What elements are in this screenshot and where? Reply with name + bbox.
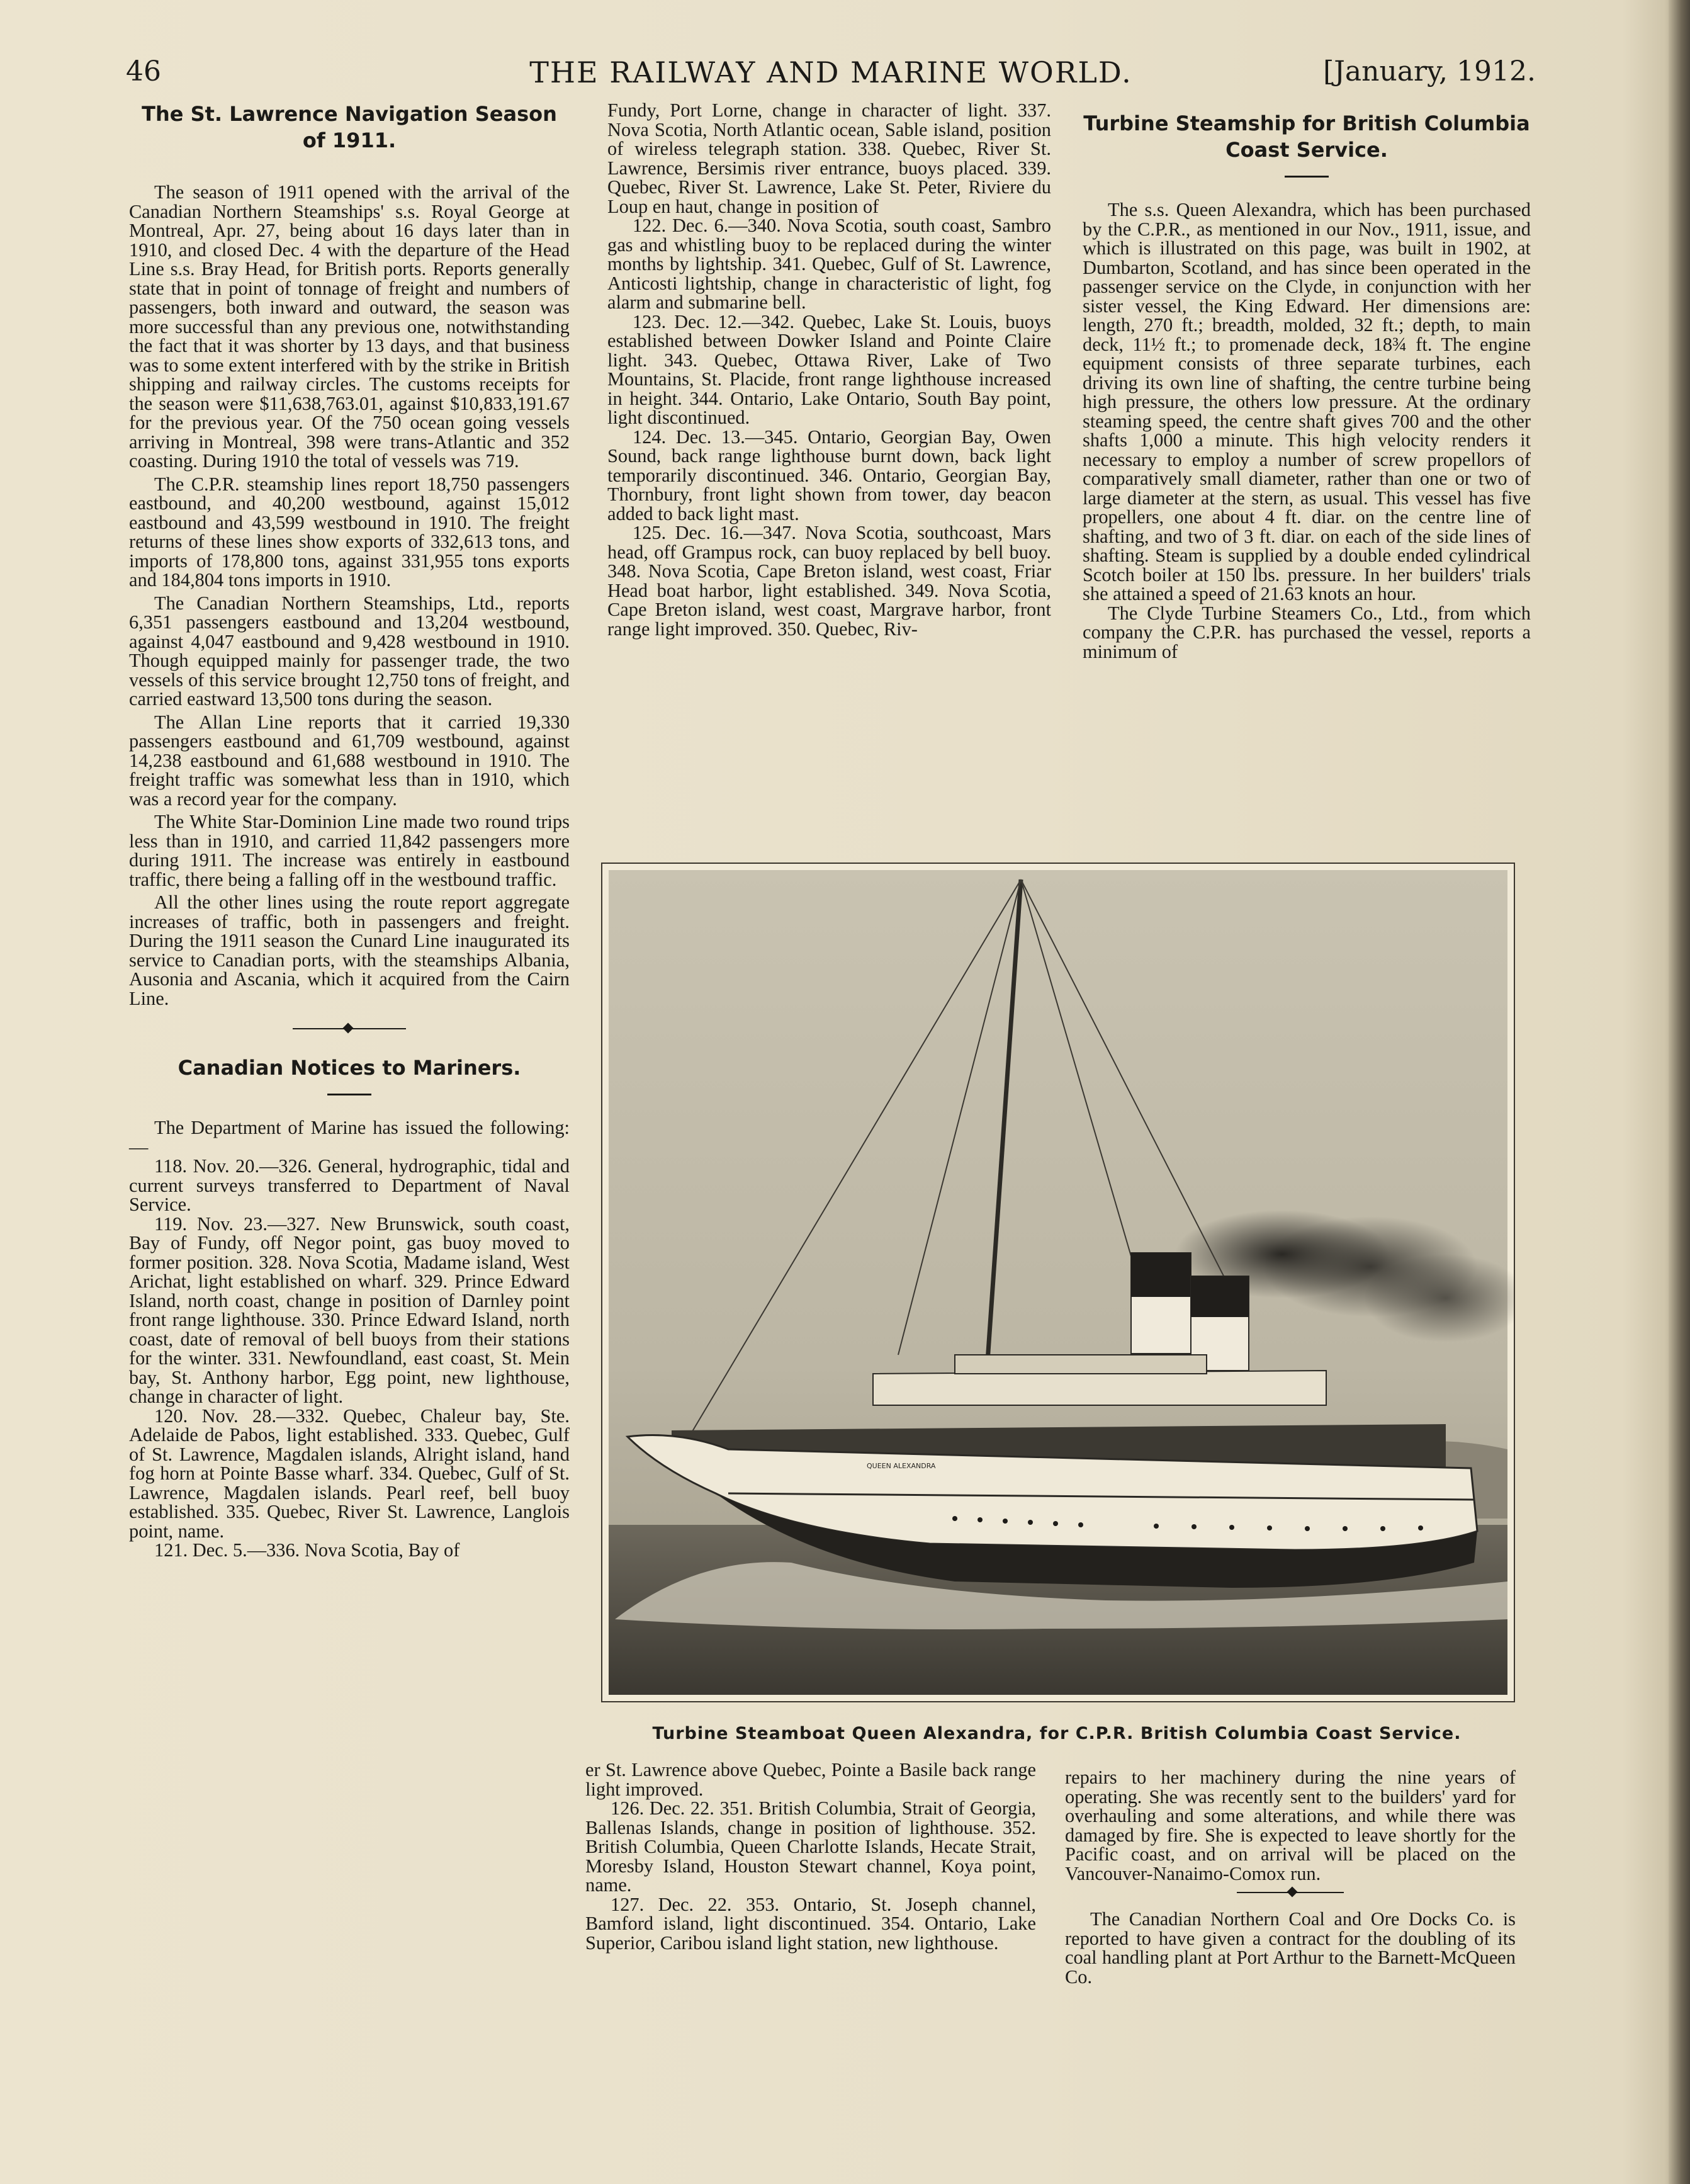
notice-item: 120. Nov. 28.—332. Quebec, Chaleur bay, Ste. Adelaide de Pabos, light established. 333. Quebec, Gulf of St. Lawrence, Magdalen islands, Alright island, hand fog horn at Pointe Basse wharf. 334. Quebec, Gulf of St. Lawrence, Magdalen islands. Pearl reef, bell buoy established. 335. Quebec, River St. Lawrence, Langlois point, name. bbox=[129, 1405, 570, 1542]
issue-date: [January, 1912. bbox=[1323, 55, 1536, 88]
funnel-top bbox=[1191, 1276, 1249, 1317]
paragraph: The Department of Marine has issued the following:— bbox=[129, 1117, 570, 1158]
section-divider bbox=[1237, 1892, 1344, 1896]
notice-item: 118. Nov. 20.—326. General, hydrographic, tidal and current surveys transferred to Department of Naval Service. bbox=[129, 1155, 570, 1215]
notice-item: Fundy, Port Lorne, change in character of light. 337. Nova Scotia, North Atlantic ocean, Sable island, position of wireless telegraph station. 338. Quebec, River St. Lawrence, Bersimis river entrance, buoys placed. 339. Quebec, River St. Lawrence, Lake St. Peter, Riviere du Loup en haut, change in position of bbox=[607, 99, 1051, 217]
ship-photograph bbox=[601, 863, 1515, 1702]
notice-item: 123. Dec. 12.—342. Quebec, Lake St. Louis, buoys established between Dowker Island and Pointe Claire light. 343. Quebec, Ottawa River, Lake of Two Mountains, St. Placide, front range lighthouse increased in height. 344. Ontario, Lake Ontario, South Bay point, light discontinued. bbox=[607, 310, 1051, 428]
section-divider bbox=[293, 1028, 406, 1032]
notice-item: 125. Dec. 16.—347. Nova Scotia, southcoast, Mars head, off Grampus rock, can buoy replaced by bell buoy. 348. Nova Scotia, Cape Breton island, west coast, Friar Head boat harbor, light established. 349. Nova Scotia, Cape Breton island, west coast, Margrave harbor, front range light improved. 350. Quebec, Riv- bbox=[607, 522, 1051, 640]
notice-item: 126. Dec. 22. 351. British Columbia, Strait of Georgia, Ballenas Islands, change in position of lighthouse. 352. British Columbia, Queen Charlotte Islands, Hecate Strait, Moresby Island, Houston Stewart channel, Koya point, name. bbox=[585, 1797, 1036, 1896]
paragraph: The White Star-Dominion Line made two round trips less than in 1910, and carried 11,842 passengers more during 1911. The increase was entirely in eastbound traffic, there being a falling off in the westbound traffic. bbox=[129, 811, 570, 890]
column-3 bbox=[1083, 110, 1531, 661]
notice-item: 119. Nov. 23.—327. New Brunswick, south coast, Bay of Fundy, off Negor point, gas buoy moved to former position. 328. Nova Scotia, Madame island, West Arichat, light established on wharf. 329. Prince Edward Island, north coast, change in position of Darnley point front range lighthouse. 330. Prince Edward Island, north coast, date of removal of bell buoys from their stations for the winter. 331. Newfoundland, east coast, St. Mein bay, St. Anthony harbor, Egg point, new lighthouse, change in character of light. bbox=[129, 1213, 570, 1407]
article-title-navigation-season: The St. Lawrence Navigation Season of 1911. bbox=[142, 102, 557, 152]
paragraph: The s.s. Queen Alexandra, which has been purchased by the C.P.R., as mentioned in our Nov., 1911, issue, and which is illustrated on this page, was built in 1902, at Dumbarton, Scotland, and has since been operated in the passenger service on the Clyde, in conjunction with her sister vessel, the King Edward. Her dimensions are: length, 270 ft.; breadth, molded, 32 ft.; depth, to main deck, 11½ ft.; to promenade deck, 18¾ ft. The engine equipment consists of three separate turbines, each driving its own line of shafting, the centre turbine being high pressure, the others low pressure. At the ordinary steaming speed, the centre shaft gives 700 and the other shafts 1,000 a minute. This high velocity renders it necessary to employ a number of screw propellors of comparatively small diameter, rather than one or two of large diameter at the stern, as usual. This vessel has five propellers, one about 4 ft. diar. on the centre line of shafting, and two of 3 ft. diar. on each of the side lines of shafting. Steam is supplied by a double ended cylindrical Scotch boiler at 150 lbs. pressure. In her builders' trials she attained a speed of 21.63 knots an hour. bbox=[1083, 199, 1531, 604]
title-rule bbox=[1285, 176, 1329, 178]
page-binding-edge bbox=[1669, 0, 1690, 2184]
journal-title: THE RAILWAY AND MARINE WORLD. bbox=[529, 55, 1132, 89]
funnel-top bbox=[1131, 1253, 1191, 1297]
article-title-turbine-steamship: Turbine Steamship for British Columbia Coast Service. bbox=[1083, 111, 1530, 162]
page-header bbox=[126, 55, 1536, 99]
column-2 bbox=[607, 101, 1051, 638]
bridge bbox=[955, 1355, 1207, 1374]
upper-deck bbox=[873, 1371, 1326, 1405]
notice-item: 121. Dec. 5.—336. Nova Scotia, Bay of bbox=[154, 1539, 460, 1561]
paragraph: The Canadian Northern Steamships, Ltd., reports 6,351 passengers eastbound and 13,204 westbound, against 4,047 eastbound and 9,428 westbound in 1910. Though equipped mainly for passenger trade, the two vessels of this service brought 12,750 tons of freight, and carried eastward 13,500 tons during the season. bbox=[129, 592, 570, 710]
page-number: 46 bbox=[126, 55, 161, 88]
column-4 bbox=[585, 1760, 1036, 1952]
paragraph: The Canadian Northern Coal and Ore Docks Co. is reported to have given a contract for the doubling of its coal handling plant at Port Arthur to the Barnett-McQueen Co. bbox=[1065, 1908, 1516, 1988]
paragraph: repairs to her machinery during the nine years of operating. She was recently sent to the builders' yard for overhauling and some alterations, and while there was damaged by fire. She is expected to leave shortly for the Pacific coast, and on arrival will be placed on the Vancouver-Nanaimo-Comox run. bbox=[1065, 1767, 1516, 1884]
figure-caption: Turbine Steamboat Queen Alexandra, for C.P.R. British Columbia Coast Service. bbox=[652, 1724, 1462, 1743]
steamship-illustration bbox=[602, 864, 1514, 1701]
notice-item: er St. Lawrence above Quebec, Pointe a Basile back range light improved. bbox=[585, 1759, 1036, 1800]
paragraph: The Clyde Turbine Steamers Co., Ltd., from which company the C.P.R. has purchased the vessel, reports a minimum of bbox=[1083, 602, 1531, 662]
paragraph: The C.P.R. steamship lines report 18,750 passengers eastbound, and 40,200 westbound, against 15,012 eastbound and 43,599 westbound in 1910. The freight returns of these lines show exports of 332,613 tons, and imports of 178,800 tons, against 331,955 tons exports and 184,804 tons imports in 1910. bbox=[129, 473, 570, 591]
column-1 bbox=[129, 101, 570, 1560]
hull-name-text: QUEEN ALEXANDRA bbox=[867, 1462, 936, 1470]
paragraph: The season of 1911 opened with the arrival of the Canadian Northern Steamships' s.s. Royal George at Montreal, Apr. 27, being about 16 days later than in 1910, and closed Dec. 4 with the departure of the Head Line s.s. Bray Head, for British ports. Reports generally state that in point of tonnage of freight and numbers of passengers, both inward and outward, the season was more successful than any previous one, notwithstanding the fact that it was shorter by 13 days, and that business was to some extent interfered with by the strike in British shipping and railway circles. The customs receipts for the season were $11,638,763.01, against $10,833,191.67 for the previous year. Of the 750 ocean going vessels arriving in Montreal, 398 were trans-Atlantic and 352 coasting. During 1910 the total of vessels was 719. bbox=[129, 181, 570, 472]
notice-item: 124. Dec. 13.—345. Ontario, Georgian Bay, Owen Sound, back range lighthouse burnt down, back light temporarily discontinued. 346. Ontario, Georgian Bay, Thornbury, front light shown from tower, day beacon added to back light mast. bbox=[607, 426, 1051, 524]
notice-item: 122. Dec. 6.—340. Nova Scotia, south coast, Sambro gas and whistling buoy to be replaced during the winter months by lightship. 341. Quebec, Gulf of St. Lawrence, Anticosti lightship, change in characteristic of light, fog alarm and submarine bell. bbox=[607, 215, 1051, 313]
paragraph: The Allan Line reports that it carried 19,330 passengers eastbound and 61,709 westbound, against 14,238 eastbound and 61,688 westbound in 1910. The freight traffic was somewhat less than in 1910, which was a record year for the company. bbox=[129, 711, 570, 810]
notice-item: 127. Dec. 22. 353. Ontario, St. Joseph channel, Bamford island, light discontinued. 354. Ontario, Lake Superior, Caribou island light station, new lighthouse. bbox=[585, 1893, 1036, 1954]
article-title-notices-to-mariners: Canadian Notices to Mariners. bbox=[177, 1056, 521, 1080]
paragraph: All the other lines using the route report aggregate increases of traffic, both in passengers and freight. During the 1911 season the Cunard Line inaugurated its service to Canadian ports, with the steamships Albania, Ausonia and Ascania, which it acquired from the Cairn Line. bbox=[129, 891, 570, 1009]
column-5 bbox=[1065, 1768, 1516, 1986]
title-rule bbox=[327, 1094, 371, 1095]
